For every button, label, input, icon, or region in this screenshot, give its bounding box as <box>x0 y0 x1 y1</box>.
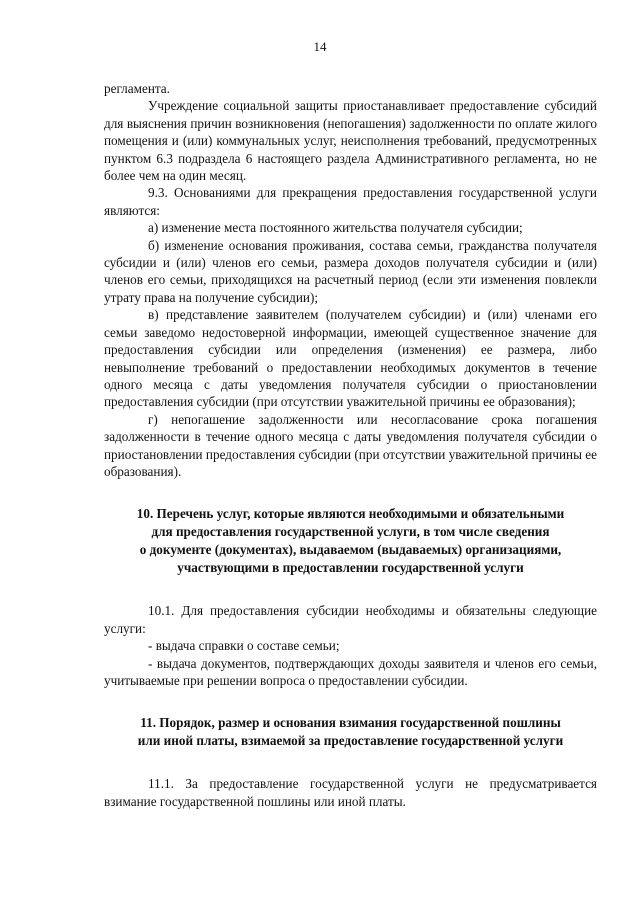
page-number: 14 <box>313 39 327 54</box>
section-10-heading-line: 10. Перечень услуг, которые являются необходимыми и обязательными <box>136 506 565 522</box>
paragraph-continuation: регламента. <box>104 81 170 96</box>
section-11-heading-line: 11. Порядок, размер и основания взимания государственной пошлины <box>140 715 561 731</box>
section-10-heading <box>104 505 597 577</box>
paragraph-9-3: 9.3. Основаниями для прекращения предоставления государственной услуги являются: <box>104 185 597 218</box>
paragraph-10-1-item: - выдача документов, подтверждающих доходы заявителя и членов его семьи, учитываемые при решении вопроса о предоставлении субсидии. <box>104 655 597 688</box>
document-body <box>104 80 597 810</box>
paragraph-9-3-a: а) изменение места постоянного жительства получателя субсидии; <box>148 220 523 236</box>
paragraph-10-1-item: - выдача справки о составе семьи; <box>148 638 340 654</box>
paragraph-suspension: Учреждение социальной защиты приостанавливает предоставление субсидий для выяснения причин возникновения (непогашения) задолженности по оплате жилого помещения и (или) коммунальных услуг, неисполнения требований, предусмотренных пунктом 6.3 подраздела 6 настоящего раздела Административного регламента, но не более чем на один месяц. <box>104 98 597 184</box>
section-10-heading-line: о документе (документах), выдаваемом (выдаваемых) организациями, <box>139 542 562 558</box>
section-11-heading-line: или иной платы, взимаемой за предоставление государственной услуги <box>137 733 564 749</box>
section-11-heading <box>104 714 597 750</box>
paragraph-9-3-v: в) представление заявителем (получателем субсидии) и (или) членами его семьи заведомо недостоверной информации, имеющей существенное значение для предоставления субсидии или определения (изменения) ее размера, либо невыполнение требований о предоставлении необходимых документов в течение одного месяца с даты уведомления получателя субсидии о приостановлении предоставления субсидии (при отсутствии уважительной причины ее образования); <box>104 307 597 410</box>
section-10-heading-line: участвующими в предоставлении государственной услуги <box>177 560 524 576</box>
paragraph-11-1: 11.1. За предоставление государственной услуги не предусматривается взимание государственной пошлины или иной платы. <box>104 776 597 809</box>
section-10-heading-line: для предоставления государственной услуги, в том числе сведения <box>151 524 550 540</box>
paragraph-9-3-g: г) непогашение задолженности или несогласование срока погашения задолженности в течение одного месяца с даты уведомления получателя субсидии о приостановлении предоставления субсидии (при отсутствии уважительной причины ее образования). <box>104 411 597 479</box>
paragraph-10-1: 10.1. Для предоставления субсидии необходимы и обязательны следующие услуги: <box>104 603 597 636</box>
paragraph-9-3-b: б) изменение основания проживания, состава семьи, гражданства получателя субсидии и (или) членов его семьи, размера доходов получателя субсидии и (или) членов его семьи, приходящихся на расчетный период (если эти изменения повлекли утрату права на получение субсидии); <box>104 237 597 305</box>
